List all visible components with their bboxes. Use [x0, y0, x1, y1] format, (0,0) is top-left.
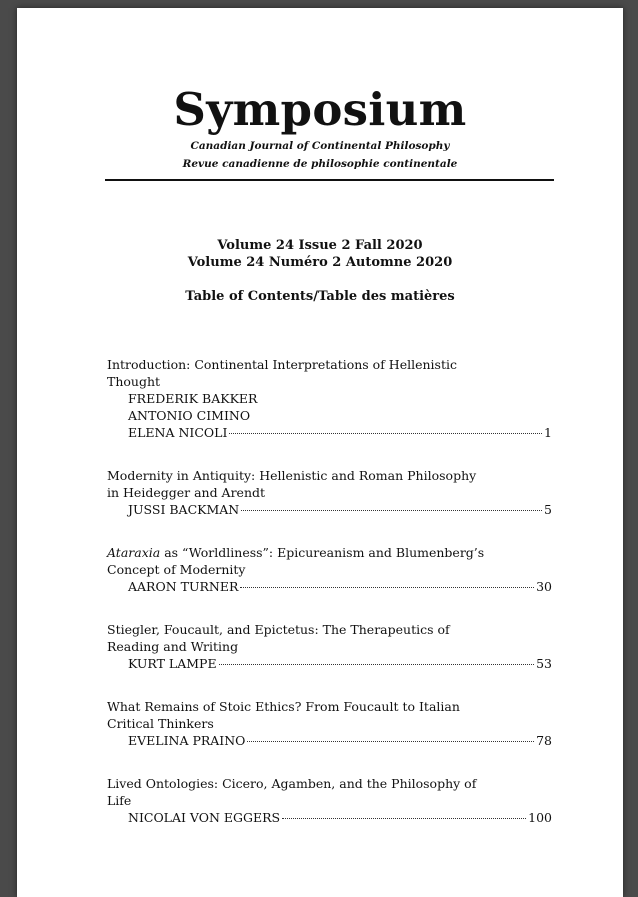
toc-entry	[107, 698, 552, 749]
toc-entry-title[interactable]: Modernity in Antiquity: Hellenistic and Roman Philosophy in Heidegger and Arendt	[107, 468, 477, 500]
toc-entry-author-row	[107, 732, 552, 749]
toc-entry-page[interactable]: 53	[536, 656, 552, 671]
toc-heading: Table of Contents/Table des matières	[185, 289, 455, 304]
toc-entry-title[interactable]: Lived Ontologies: Cicero, Agamben, and the Philosophy of Life	[107, 776, 477, 808]
toc-entry-author: ANTONIO CIMINO	[128, 408, 251, 423]
toc-entry-page[interactable]: 5	[544, 502, 552, 517]
toc-entry-author-row	[107, 655, 552, 672]
toc-entry-author-row	[107, 578, 552, 595]
dot-leader	[219, 664, 535, 665]
toc-entry-author: NICOLAI VON EGGERS	[128, 810, 281, 825]
dot-leader	[282, 818, 526, 819]
toc-entry-author-row	[107, 809, 552, 826]
toc-entry	[107, 544, 552, 595]
toc-entry-page[interactable]: 78	[536, 733, 552, 748]
toc-entry	[107, 467, 552, 518]
dot-leader	[229, 433, 542, 434]
toc-entry-page[interactable]: 1	[544, 425, 552, 440]
toc-entry-author: JUSSI BACKMAN	[128, 502, 240, 517]
toc-entry-author: KURT LAMPE	[128, 656, 217, 671]
toc-entry-author-row	[107, 501, 552, 518]
toc-entry-title[interactable]: What Remains of Stoic Ethics? From Foucault to Italian Critical Thinkers	[107, 699, 460, 731]
toc-entry-title-rest: as “Worldliness”: Epicureanism and Blumenberg’s Concept of Modernity	[107, 545, 485, 577]
journal-subtitle-fr: Revue canadienne de philosophie continentale	[182, 158, 458, 170]
toc-entry-author-row	[107, 424, 552, 441]
document-page	[17, 8, 623, 897]
toc-entry-page[interactable]: 100	[528, 810, 552, 825]
journal-subtitle-en: Canadian Journal of Continental Philosophy	[190, 140, 450, 152]
issue-line-fr: Volume 24 Numéro 2 Automne 2020	[187, 255, 453, 270]
masthead-rule	[105, 179, 554, 181]
toc-entry-title[interactable]	[107, 544, 487, 578]
toc-entry-title-italic: Ataraxia	[107, 545, 161, 560]
issue-line-en: Volume 24 Issue 2 Fall 2020	[217, 238, 423, 253]
toc-entry	[107, 621, 552, 672]
toc-entry-title[interactable]: Stiegler, Foucault, and Epictetus: The Therapeutics of Reading and Writing	[107, 622, 450, 654]
journal-title: Symposium	[173, 83, 467, 136]
toc-entry-title[interactable]: Introduction: Continental Interpretations of Hellenistic Thought	[107, 357, 457, 389]
toc-entry-author: FREDERIK BAKKER	[128, 391, 258, 406]
toc-entry	[107, 356, 552, 441]
toc-entry-author: AARON TURNER	[128, 579, 239, 594]
toc-entry-page[interactable]: 30	[536, 579, 552, 594]
dot-leader	[240, 587, 534, 588]
dot-leader	[241, 510, 542, 511]
toc-entry-author: ELENA NICOLI	[128, 425, 228, 440]
dot-leader	[247, 741, 534, 742]
toc-entry	[107, 775, 552, 826]
toc-entry-author: EVELINA PRAINO	[128, 733, 246, 748]
